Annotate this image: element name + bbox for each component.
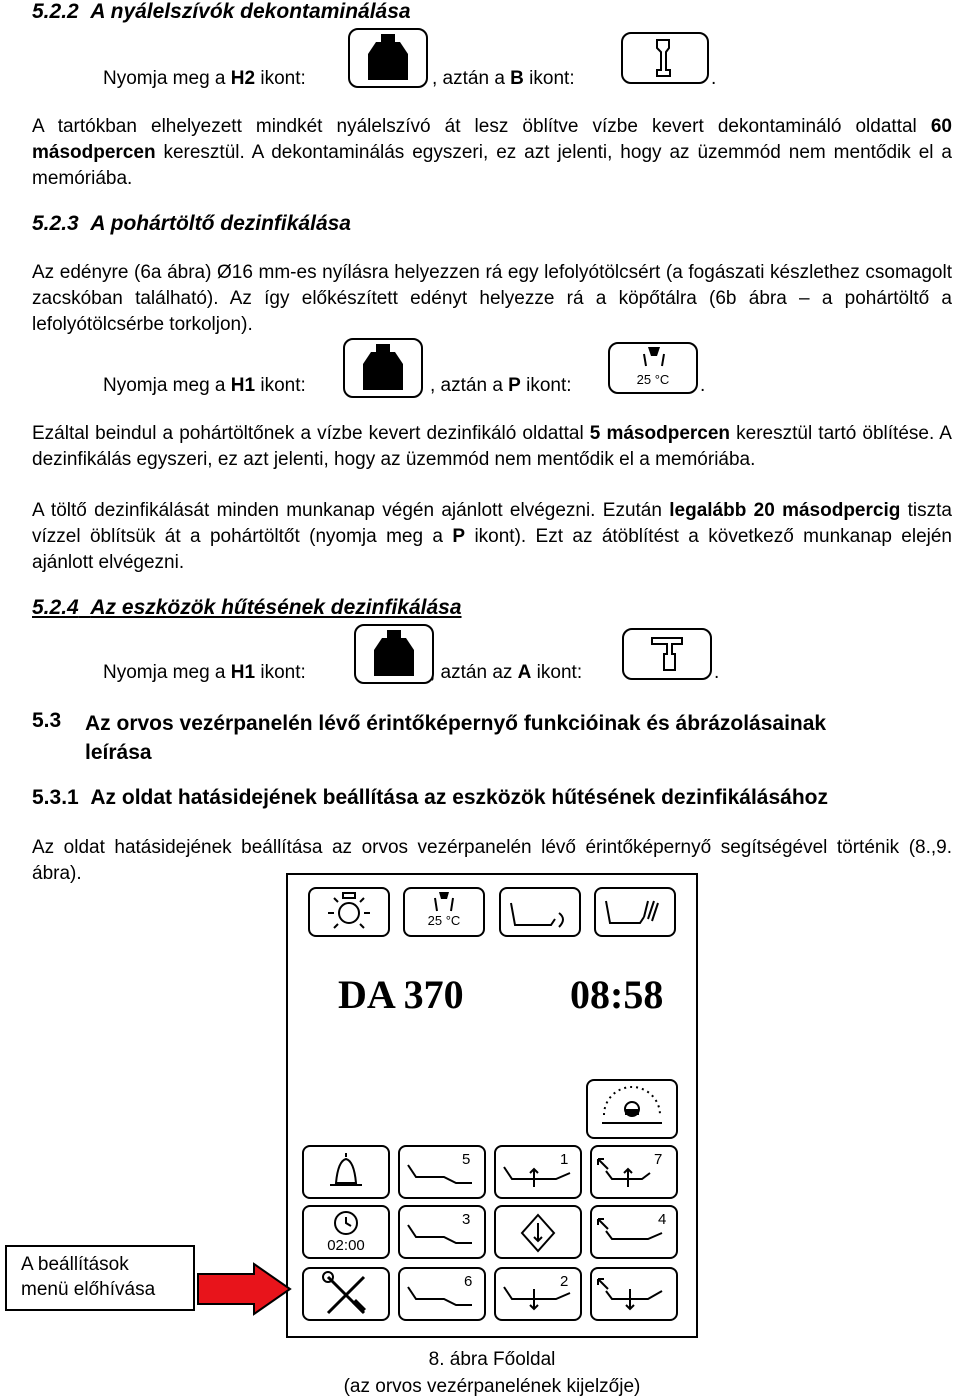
bottle-icon-h1	[354, 624, 434, 684]
instruction-line-2	[430, 662, 582, 684]
spittoon-icon	[501, 889, 579, 935]
cup-filler-icon-p	[608, 342, 698, 394]
section-heading-5-2-4	[32, 596, 462, 620]
chair-position-6-button[interactable]	[398, 1267, 486, 1321]
chair-position-7-button[interactable]	[590, 1145, 678, 1199]
text: A tartókban elhelyezett mindkét nyálelszívó át lesz öblítve vízbe kevert dekontamináló oldattal	[32, 116, 931, 137]
paragraph	[32, 498, 952, 576]
section-heading-5-3-1	[32, 786, 828, 810]
section-title	[85, 709, 955, 767]
paragraph	[32, 114, 952, 192]
position-number: 3	[462, 1211, 471, 1228]
cup-filler-button[interactable]	[403, 887, 485, 937]
title-line: leírása	[85, 741, 152, 764]
instruction-text: , aztán a	[432, 68, 511, 89]
chair-position-5-button[interactable]	[398, 1145, 486, 1199]
key-name: A	[517, 662, 532, 683]
position-number: 4	[658, 1211, 667, 1228]
bottle-icon-h2	[348, 28, 428, 88]
section-title: Az eszközök hűtésének dezinfikálása	[90, 596, 462, 619]
bowl-flush-icon	[596, 889, 674, 935]
timer-icon	[304, 1207, 388, 1239]
instruction-line	[103, 375, 306, 397]
temperature-label: 25 °C	[427, 913, 461, 928]
bold-text: 5 másodpercen	[589, 423, 731, 444]
timer-button[interactable]	[302, 1205, 390, 1259]
bold-text: 60 másodpercen	[32, 116, 952, 163]
title-line: Az orvos vezérpanelén lévő érintőképernyő funkcióinak és ábrázolásainak	[85, 712, 827, 735]
section-heading-5-2-2	[32, 0, 411, 24]
paragraph	[32, 421, 952, 473]
bottle-icon	[345, 340, 421, 396]
chair-position-3-button[interactable]	[398, 1205, 486, 1259]
bell-button[interactable]	[302, 1145, 390, 1199]
position-number: 6	[464, 1273, 473, 1290]
text: keresztül. A dekontaminálás egyszeri, ez azt jelenti, hogy az üzemmód nem mentődik el a memóriába.	[32, 142, 952, 189]
clock-display: 08:58	[570, 972, 664, 1017]
callout-line: A beállítások	[21, 1254, 129, 1275]
instruction-line-2	[432, 68, 575, 90]
section-number: 5.2.4	[32, 596, 79, 619]
text: ikont). Ezt az átöblítést a következő munkanap elején ajánlott elvégezni.	[32, 526, 952, 573]
key-name: H1	[230, 375, 256, 396]
spittoon-flush-button[interactable]	[594, 887, 676, 937]
settings-callout-box	[5, 1245, 195, 1311]
bell-icon	[304, 1147, 388, 1197]
text: Ezáltal beindul a pohártöltőnek a vízbe kevert dezinfikáló oldattal	[32, 423, 590, 444]
section-title: A nyálelszívók dekontaminálása	[90, 0, 411, 23]
cup-icon	[405, 889, 483, 915]
settings-menu-button[interactable]	[302, 1267, 390, 1321]
instruction-text: ikont:	[255, 68, 306, 89]
section-number: 5.3.1	[32, 786, 79, 809]
handpiece-icon	[624, 630, 710, 678]
position-number: 1	[560, 1151, 569, 1168]
key-name: B	[510, 68, 524, 89]
period: .	[700, 375, 706, 396]
section-number: 5.2.3	[32, 212, 79, 235]
instrument-icon-a	[622, 628, 712, 680]
instruction-text: Nyomja meg a	[103, 375, 231, 396]
chair-position-icon	[400, 1147, 484, 1197]
timer-value: 02:00	[327, 1237, 365, 1254]
position-number: 2	[560, 1273, 569, 1290]
key-name: P	[508, 375, 521, 396]
unit-model-label: DA 370	[338, 972, 464, 1017]
period: .	[711, 68, 717, 89]
paragraph: Az oldat hatásidejének beállítása az orvos vezérpanelén lévő érintőképernyő segítségével történik (8.,9. ábra).	[32, 837, 952, 884]
key-name: H1	[230, 662, 256, 683]
figure-caption	[286, 1346, 698, 1400]
control-panel-display	[286, 873, 698, 1338]
instruction-text: ikont:	[255, 662, 306, 683]
text: tiszta vízzel öblítsük át a pohártöltőt (nyomja meg a	[32, 500, 952, 547]
light-intensity-icon	[588, 1081, 676, 1137]
suction-holder-icon	[623, 34, 707, 82]
chair-position-4-button[interactable]	[590, 1205, 678, 1259]
caption-line: (az orvos vezérpanelének kijelzője)	[343, 1376, 641, 1397]
light-intensity-button[interactable]	[586, 1079, 678, 1139]
instruction-text: Nyomja meg a	[103, 662, 231, 683]
instruction-text: ikont:	[531, 662, 583, 683]
bottle-icon	[350, 30, 426, 86]
tools-icon	[304, 1269, 388, 1319]
section-title: A pohártöltő dezinfikálása	[90, 212, 351, 235]
chair-zero-icon	[592, 1269, 676, 1319]
instruction-text: , aztán a	[430, 375, 509, 396]
position-number: 5	[462, 1151, 471, 1168]
spittoon-rinse-button[interactable]	[499, 887, 581, 937]
chair-memory-button[interactable]	[494, 1205, 582, 1259]
section-number: 5.3	[32, 709, 62, 732]
bottle-icon	[356, 626, 432, 682]
chair-zero-button[interactable]	[590, 1267, 678, 1321]
chair-position-2-button[interactable]	[494, 1267, 582, 1321]
red-arrow-icon	[196, 1262, 294, 1316]
bold-text: legalább 20 másodpercig	[669, 500, 901, 521]
section-number: 5.2.2	[32, 0, 79, 23]
section-heading-5-3	[32, 709, 61, 733]
diamond-icon	[496, 1207, 580, 1257]
caption-line: 8. ábra Főoldal	[428, 1349, 556, 1370]
period: .	[714, 662, 720, 683]
saliva-ejector-icon-b	[621, 32, 709, 84]
instruction-text: , aztán az	[430, 662, 518, 683]
instruction-text: ikont:	[523, 68, 575, 89]
dental-light-icon	[310, 889, 388, 935]
instruction-text: ikont:	[255, 375, 306, 396]
chair-position-icon	[400, 1207, 484, 1257]
cup-icon	[610, 344, 696, 374]
text: keresztül tartó öblítése. A dezinfikálás egyszeri, ez azt jelenti, hogy az üzemmód nem mentődik el a memóriába.	[32, 423, 952, 470]
temperature-label: 25 °C	[636, 372, 670, 387]
bold-text: P	[452, 526, 466, 547]
section-heading-5-2-3	[32, 212, 351, 236]
position-number: 7	[654, 1151, 663, 1168]
chair-position-1-button[interactable]	[494, 1145, 582, 1199]
section-title: Az oldat hatásidejének beállítása az eszközök hűtésének dezinfikálásához	[90, 786, 828, 809]
instruction-text: Nyomja meg a	[103, 68, 231, 89]
instruction-line	[103, 662, 306, 684]
text: A töltő dezinfikálását minden munkanap végén ajánlott elvégezni. Ezután	[32, 500, 670, 521]
instruction-text: ikont:	[520, 375, 572, 396]
bottle-icon-h1	[343, 338, 423, 398]
instruction-line-2	[430, 375, 572, 397]
paragraph: Az edényre (6a ábra) Ø16 mm-es nyílásra helyezzen rá egy lefolyótölcsért (a fogászati készlethez csomagolt zacskóban található). Az így előkészített edényt helyezze rá a köpőtálra (6b ábra – a pohártöltő a lefolyótölcsérbe torkoljon).	[32, 262, 952, 335]
instruction-line	[103, 68, 306, 90]
key-name: H2	[230, 68, 256, 89]
callout-line: menü előhívása	[21, 1279, 156, 1300]
chair-return-icon	[592, 1147, 676, 1197]
light-button[interactable]	[308, 887, 390, 937]
